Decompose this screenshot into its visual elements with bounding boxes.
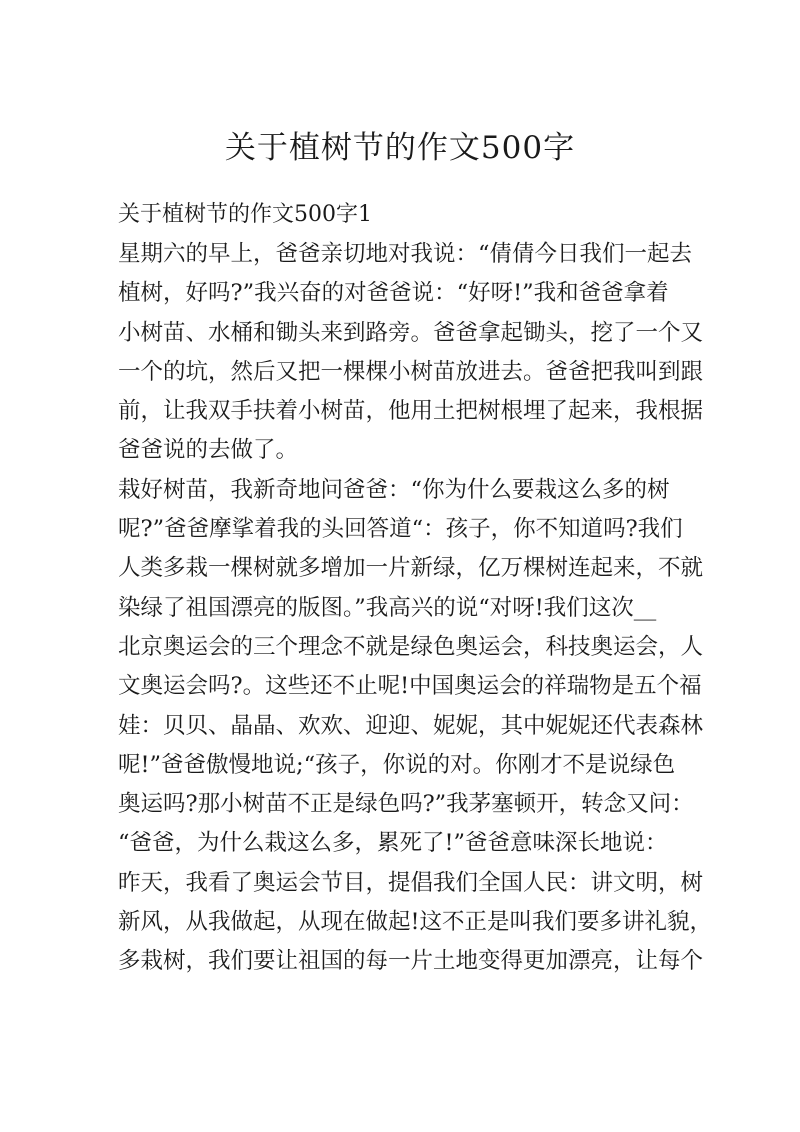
text-line: 染绿了祖国漂亮的版图。”我高兴的说“对呀!我们这次__ bbox=[118, 594, 657, 621]
text-line: 植树，好吗?”我兴奋的对爸爸说：“好呀!”我和爸爸拿着 bbox=[118, 280, 669, 307]
document-body bbox=[118, 238, 713, 985]
text-line: 小树苗、水桶和锄头来到路旁。爸爸拿起锄头，挖了一个又 bbox=[118, 319, 704, 346]
text-line: 呢!”爸爸傲慢地说;“孩子，你说的对。你刚才不是说绿色 bbox=[118, 751, 676, 778]
text-line: 前，让我双手扶着小树苗，他用土把树根埋了起来，我根据 bbox=[118, 398, 704, 425]
text-line: 星期六的早上，爸爸亲切地对我说：“倩倩今日我们一起去 bbox=[118, 241, 693, 267]
text-line: 昨天，我看了奥运会节目，提倡我们全国人民：讲文明，树 bbox=[118, 869, 704, 896]
text-line: 呢?”爸爸摩挲着我的头回答道“：孩子，你不知道吗?我们 bbox=[118, 516, 683, 543]
text-line: 娃：贝贝、晶晶、欢欢、迎迎、妮妮，其中妮妮还代表森林 bbox=[118, 712, 704, 739]
document-subtitle: 关于植树节的作文500字1 bbox=[118, 202, 372, 227]
document-title: 关于植树节的作文500字 bbox=[224, 130, 576, 166]
text-line: 北京奥运会的三个理念不就是绿色奥运会，科技奥运会，人 bbox=[118, 633, 704, 660]
text-line: 新风，从我做起，从现在做起!这不正是叫我们要多讲礼貌， bbox=[118, 909, 713, 936]
text-line: 一个的坑，然后又把一棵棵小树苗放进去。爸爸把我叫到跟 bbox=[118, 358, 704, 385]
text-line: “爸爸，为什么栽这么多，累死了!”爸爸意味深长地说： bbox=[118, 830, 668, 857]
text-line: 多栽树，我们要让祖国的每一片土地变得更加漂亮，让每个 bbox=[118, 948, 704, 975]
text-line: 爸爸说的去做了。 bbox=[118, 437, 299, 464]
text-line: 人类多栽一棵树就多增加一片新绿，亿万棵树连起来，不就 bbox=[118, 555, 704, 582]
text-line: 文奥运会吗?。这些还不止呢!中国奥运会的祥瑞物是五个福 bbox=[118, 673, 702, 700]
text-line: 奥运吗?那小树苗不正是绿色吗?”我茅塞顿开，转念又问： bbox=[118, 791, 694, 818]
text-line: 栽好树苗，我新奇地问爸爸：“你为什么要栽这么多的树 bbox=[118, 476, 670, 503]
